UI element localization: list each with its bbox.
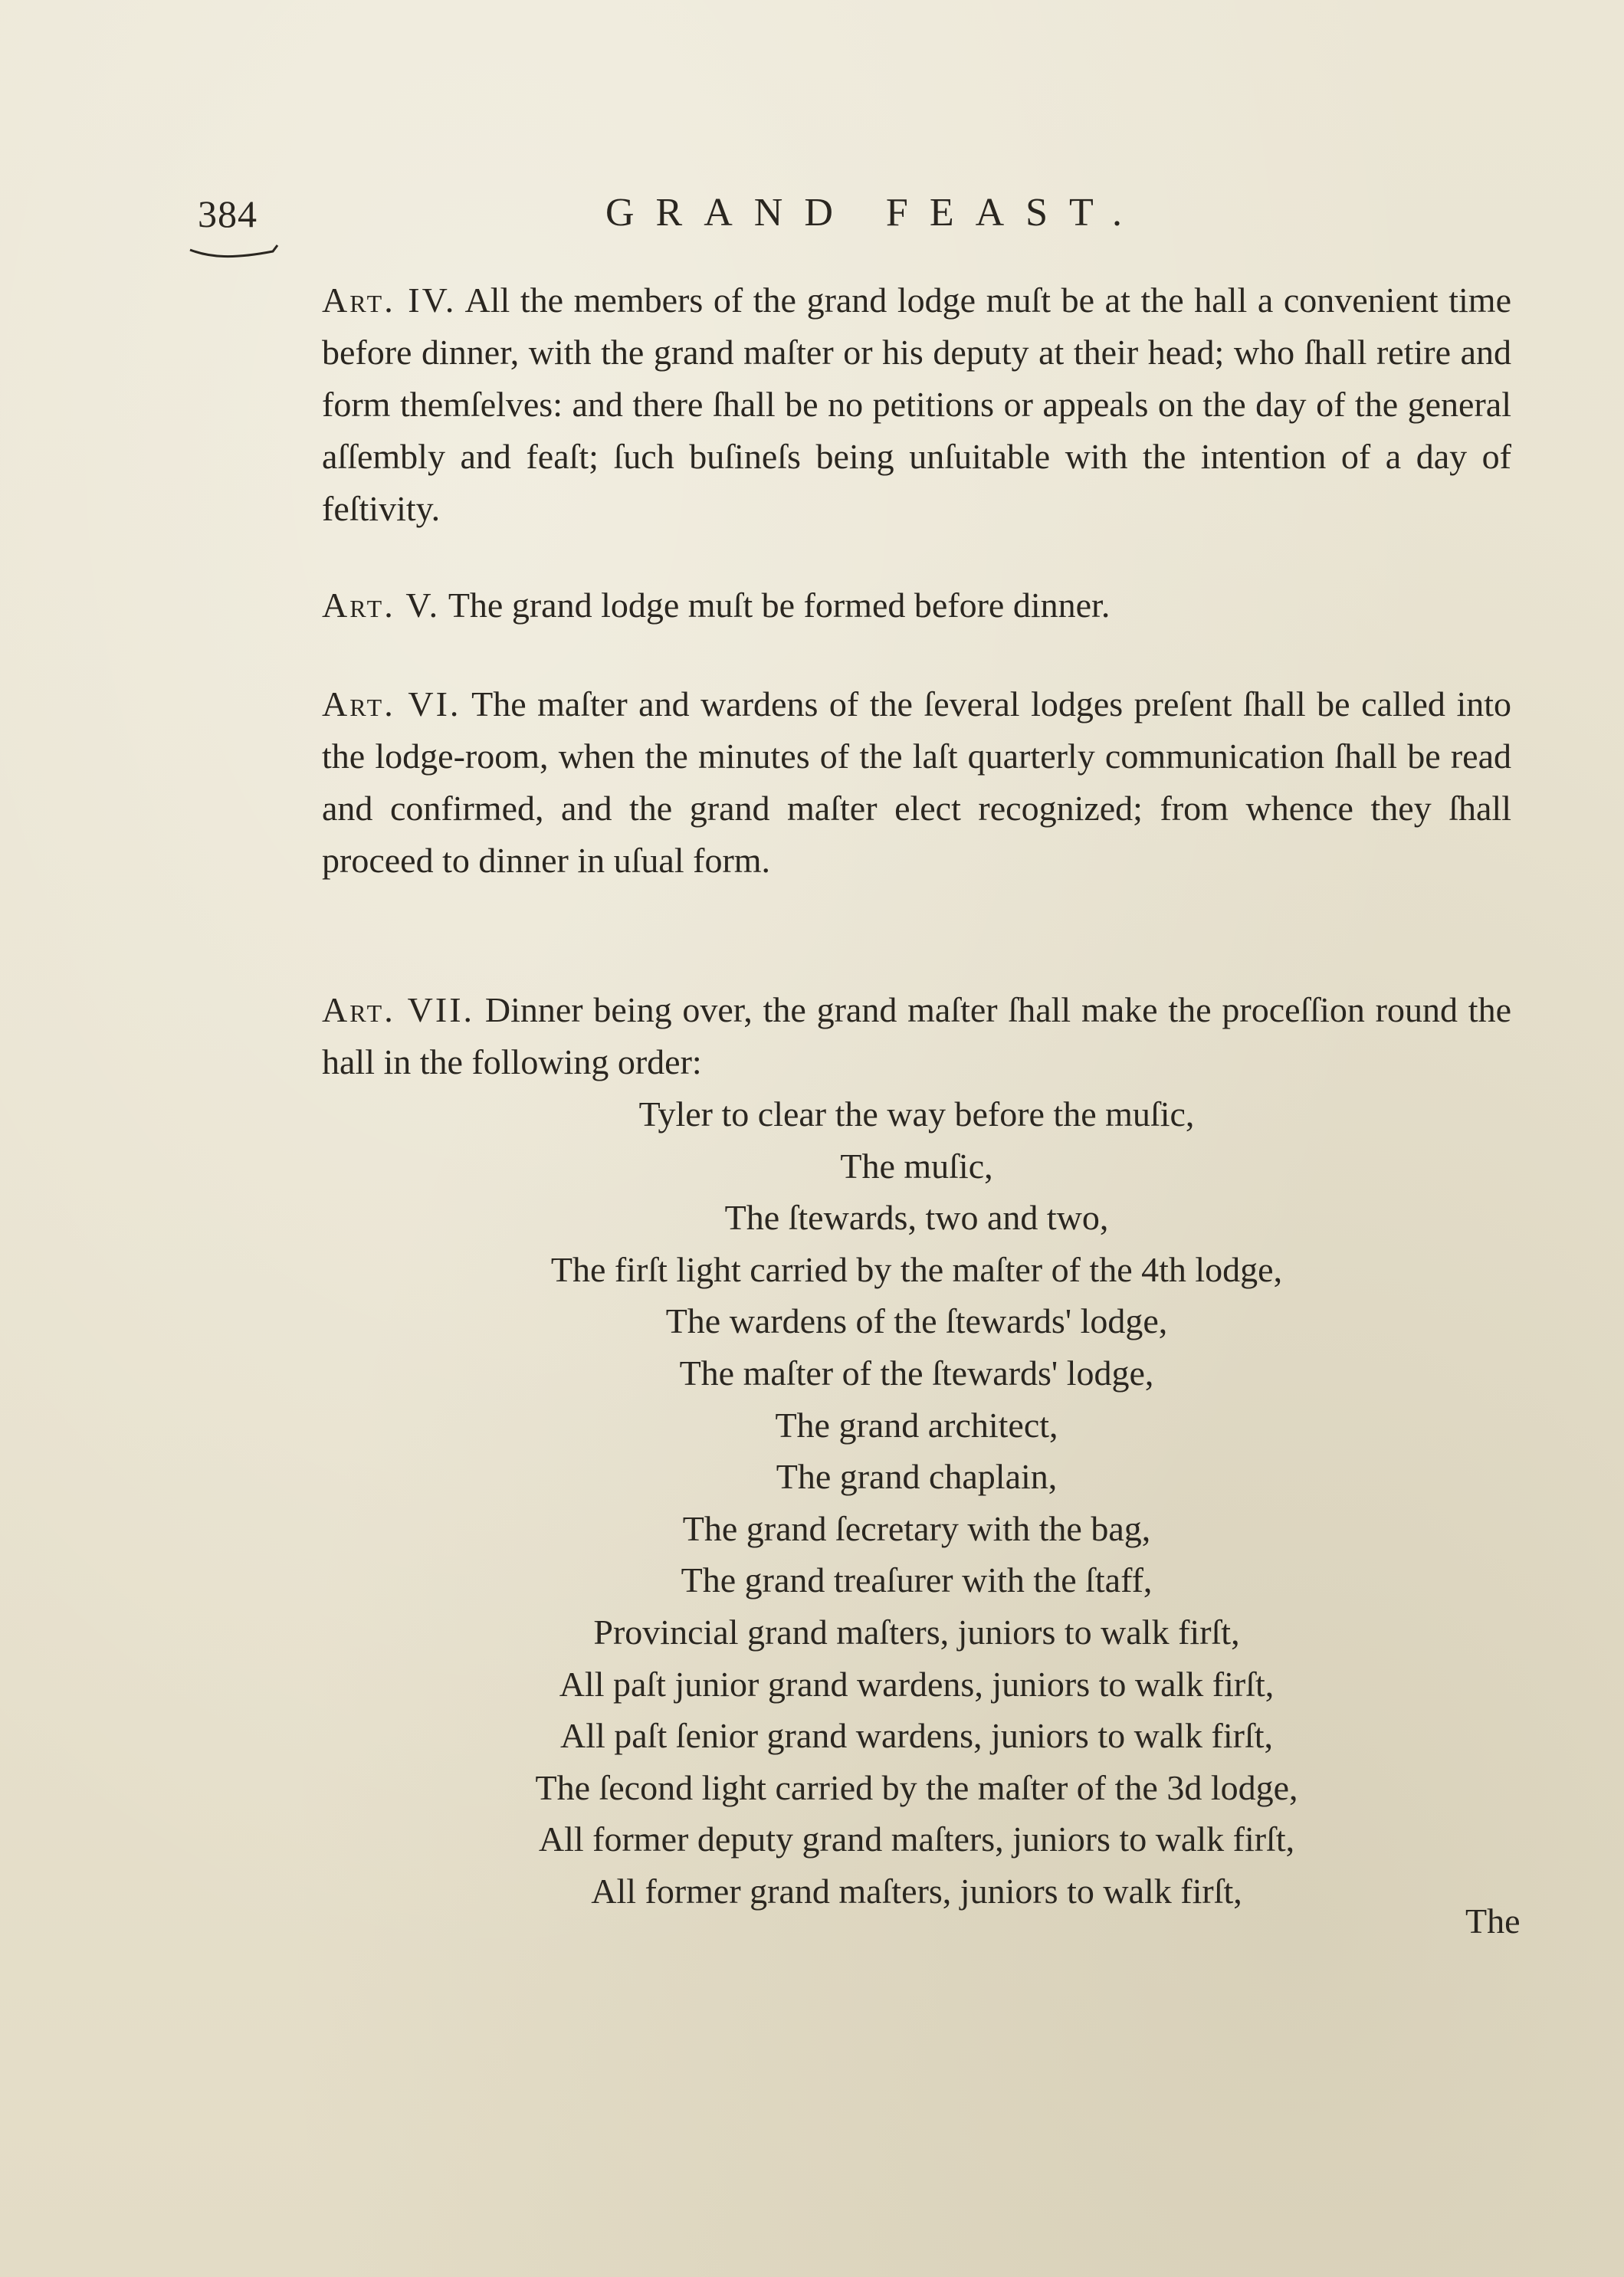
procession-item: The grand chaplain, [776, 1457, 1058, 1497]
procession-item: All former grand maſters, juniors to walk firſt, [591, 1871, 1242, 1911]
article-5-paragraph [322, 579, 1511, 632]
page-number: 384 [198, 192, 258, 235]
procession-item: The grand ſecretary with the bag, [682, 1508, 1151, 1548]
running-head: GRAND FEAST. [605, 191, 1143, 235]
article-6-text: The maſter and wardens of the ſeveral lodges preſent ſhall be called into the lodge-room, when the minutes of the laſt quarterly communication ſhall be read and confirmed, and the grand maſter elect recognized; from whence they ſhall proceed to dinner in uſual form. [322, 684, 1511, 880]
procession-item: All paſt junior grand wardens, juniors to walk firſt, [559, 1664, 1275, 1704]
catchword: The [1465, 1901, 1521, 1941]
procession-item: The grand architect, [775, 1405, 1058, 1445]
procession-item: All former deputy grand maſters, juniors to walk firſt, [538, 1819, 1295, 1859]
article-4-paragraph [322, 274, 1511, 535]
article-6-label: Art. VI. [322, 684, 461, 723]
procession-item: The wardens of the ſtewards' lodge, [665, 1301, 1168, 1341]
procession-item: The firſt light carried by the maſter of the 4th lodge, [550, 1249, 1283, 1289]
article-7-paragraph [322, 984, 1511, 1088]
procession-list [322, 1088, 1511, 1918]
procession-item: All paſt ſenior grand wardens, juniors to walk firſt, [559, 1716, 1274, 1756]
procession-item: Tyler to clear the way before the muſic, [638, 1094, 1195, 1134]
article-6-paragraph [322, 678, 1511, 887]
article-4-text: All the members of the grand lodge muſt be at the hall a convenient time before dinner, with the grand maſter or his deputy at their head; who ſhall retire and form themſelves: and there ſhall be no petitions or appeals on the day of the general aſſembly and feaſt; ſuch buſineſs being unſuitable with the intention of a day of feſtivity. [322, 281, 1512, 528]
article-4-label: Art. IV. [322, 281, 457, 320]
flourish-ornament [187, 244, 279, 262]
article-5-label: Art. V. [322, 586, 441, 625]
procession-item: The ſtewards, two and two, [724, 1198, 1109, 1238]
procession-item: The muſic, [840, 1146, 993, 1186]
article-7-text: Dinner being over, the grand maſter ſhall make the proceſſion round the hall in the following order: [322, 990, 1512, 1081]
procession-item: The grand treaſurer with the ſtaff, [681, 1560, 1153, 1600]
procession-item: The maſter of the ſtewards' lodge, [679, 1353, 1154, 1393]
article-7-label: Art. VII. [322, 990, 475, 1029]
procession-item: Provincial grand maſters, juniors to walk firſt, [593, 1612, 1240, 1652]
article-5-text: The grand lodge muſt be formed before dinner. [448, 586, 1111, 625]
procession-item: The ſecond light carried by the maſter of the 3d lodge, [535, 1767, 1298, 1807]
